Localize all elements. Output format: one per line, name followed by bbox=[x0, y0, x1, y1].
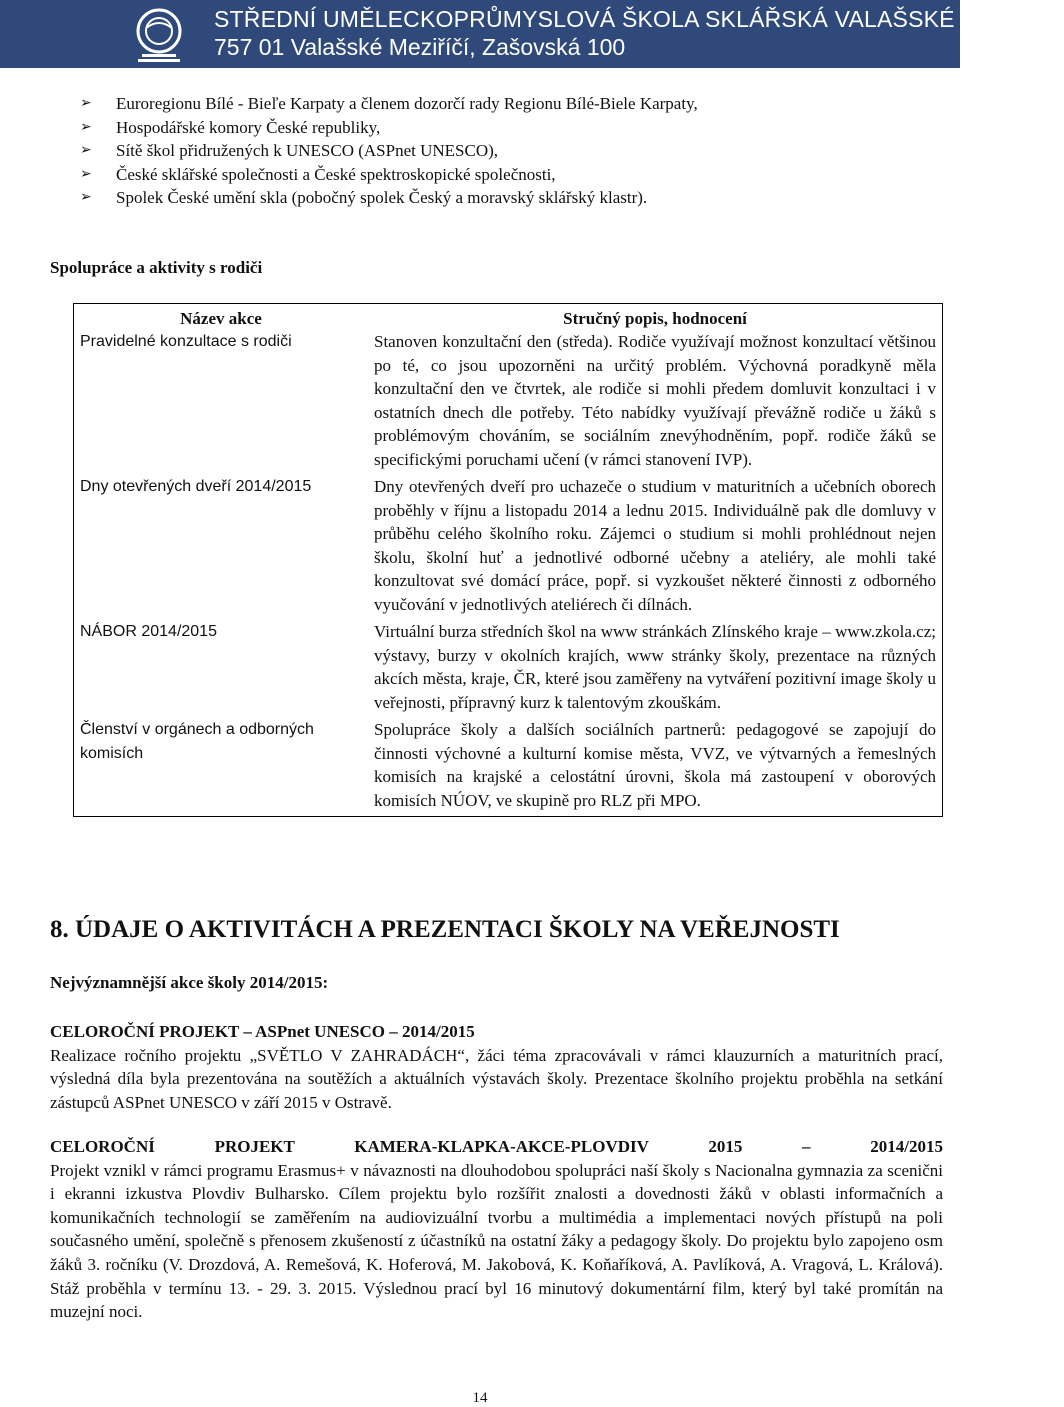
activity-name: Dny otevřených dveří 2014/2015 bbox=[80, 478, 312, 495]
list-item: ➢ Euroregionu Bílé - Bieľe Karpaty a členem dozorčí rady Regionu Bílé-Biele Karpaty, bbox=[80, 92, 698, 116]
project-text: Realizace ročního projektu „SVĚTLO V ZAHRADÁCH“, žáci téma zpracovávali v rámci klauzurních a maturitních prací, výsledná díla byla prezentována na soutěžích a aktuálních výstavách školy. Prezentace školního projektu proběhla na setkání zástupců ASPnet UNESCO v září 2015 v Ostravě. bbox=[50, 1045, 943, 1112]
page-header bbox=[0, 0, 1064, 68]
project-title: CELOROČNÍ PROJEKT KAMERA-KLAPKA-AKCE-PLOVDIV 2015 – 2014/2015 bbox=[50, 1137, 943, 1156]
column-header-description: Stručný popis, hodnocení bbox=[563, 309, 747, 328]
arrow-bullet-icon: ➢ bbox=[80, 118, 92, 135]
chapter-heading: 8. ÚDAJE O AKTIVITÁCH A PREZENTACI ŠKOLY NA VEŘEJNOSTI bbox=[50, 916, 840, 943]
list-item: ➢ Sítě škol přidružených k UNESCO (ASPnet UNESCO), bbox=[80, 139, 698, 163]
list-item: ➢ České sklářské společnosti a České spektroskopické společnosti, bbox=[80, 163, 698, 187]
arrow-bullet-icon: ➢ bbox=[80, 189, 92, 206]
table-row bbox=[74, 330, 943, 475]
table-header-row bbox=[74, 304, 943, 331]
table-row bbox=[74, 475, 943, 620]
list-item: ➢ Hospodářské komory České republiky, bbox=[80, 116, 698, 140]
activity-description: Stanoven konzultační den (středa). Rodiče využívají možnost konzultací většinou po té, co jsou upozorněni na určitý problém. Výchovná poradkyně měla konzultační den ve čtvrtek, ale rodiče si mohli předem domluvit konzultaci i v ostatních dnech dle potřeby. Této nabídky využívají převážně rodiče u žáků s problémovým chováním, se sociálním znevýhodněním, popř. rodiče žáků se specifickými poruchami učení (v rámci stanovení IVP). bbox=[374, 332, 936, 469]
table-row bbox=[74, 620, 943, 718]
activity-name: Členství v orgánech a odborných komisích bbox=[80, 721, 314, 762]
list-item: ➢ Spolek České umění skla (pobočný spolek Český a moravský sklářský klastr). bbox=[80, 186, 698, 210]
arrow-bullet-icon: ➢ bbox=[80, 95, 92, 111]
project-kamera bbox=[50, 1135, 943, 1324]
project-title: CELOROČNÍ PROJEKT – ASPnet UNESCO – 2014/2015 bbox=[50, 1022, 475, 1041]
page-number: 14 bbox=[472, 1390, 488, 1406]
school-emblem-icon bbox=[128, 4, 190, 64]
project-aspnet bbox=[50, 1020, 943, 1114]
activity-name: NÁBOR 2014/2015 bbox=[80, 623, 217, 640]
membership-list bbox=[80, 92, 698, 210]
table-row bbox=[74, 718, 943, 817]
activities-table bbox=[73, 303, 943, 817]
subsection-title: Nejvýznamnější akce školy 2014/2015: bbox=[50, 973, 329, 992]
school-address: 757 01 Valašské Meziříčí, Zašovská 100 bbox=[214, 34, 626, 60]
arrow-bullet-icon: ➢ bbox=[80, 165, 92, 182]
arrow-bullet-icon: ➢ bbox=[80, 142, 92, 159]
activity-description: Spolupráce školy a dalších sociálních partnerů: pedagogové se zapojují do činnosti výchovné a kulturní komise města, VVZ, ve výtvarných a řemeslných komisích na krajské a celostátní úrovni, škola má zastoupení v oborových komisích NÚOV, ve skupině pro RLZ při MPO. bbox=[374, 720, 936, 810]
column-header-name: Název akce bbox=[180, 309, 262, 328]
activity-name: Pravidelné konzultace s rodiči bbox=[80, 333, 292, 350]
activity-description: Virtuální burza středních škol na www stránkách Zlínského kraje – www.zkola.cz; výstavy, burzy v okolních krajích, www stránky školy, prezentace na různých akcích města, kraje, ČR, které jsou zaměřeny na vytváření pozitivní image školy u veřejnosti, přípravný kurz k talentovým zkouškám. bbox=[374, 622, 936, 712]
activity-description: Dny otevřených dveří pro uchazeče o studium v maturitních a učebních oborech proběhly v říjnu a listopadu 2014 a lednu 2015. Individuálně pak dle domluvy v průběhu celého školního roku. Zájemci o studium si mohli prohlédnout nejen školu, školní huť a jednotlivé odborné učebny a ateliéry, ale mohli také konzultovat své domácí práce, popř. si vyzkoušet některé činnosti z odborného vyučování v jednotlivých ateliérech či dílnách. bbox=[374, 477, 936, 614]
school-name: STŘEDNÍ UMĚLECKOPRŮMYSLOVÁ ŠKOLA SKLÁŘSKÁ VALAŠSKÉ MEZIŘÍČÍ bbox=[214, 6, 1064, 32]
project-text: Projekt vznikl v rámci programu Erasmus+ v návaznosti na dlouhodobou spolupráci naší školy s Nacionalna gymnazia za scenični i ekranni izkustva Plovdiv Bulharsko. Cílem projektu bylo rozšířit znalosti a dovednosti žáků v oblasti informačních a komunikačních technologií se zaměřením na audiovizuální tvorbu a multimédia a implementaci nových přístupů na poli současného umění, společně s přenosem zkušeností z účastníků na ostatní žáky a pedagogy školy. Do projektu bylo zapojeno osm žáků 3. ročníku (V. Drozdová, A. Remešová, K. Hoferová, M. Jakobová, K. Koňaříková, A. Pavlíková, A. Vragová, L. Králová). Stáž proběhla v termínu 13. - 29. 3. 2015. Výslednou prací byl 16 minutový dokumentární film, který byl také promítán na muzejní noci. bbox=[50, 1160, 943, 1322]
section-title: Spolupráce a aktivity s rodiči bbox=[50, 258, 263, 277]
